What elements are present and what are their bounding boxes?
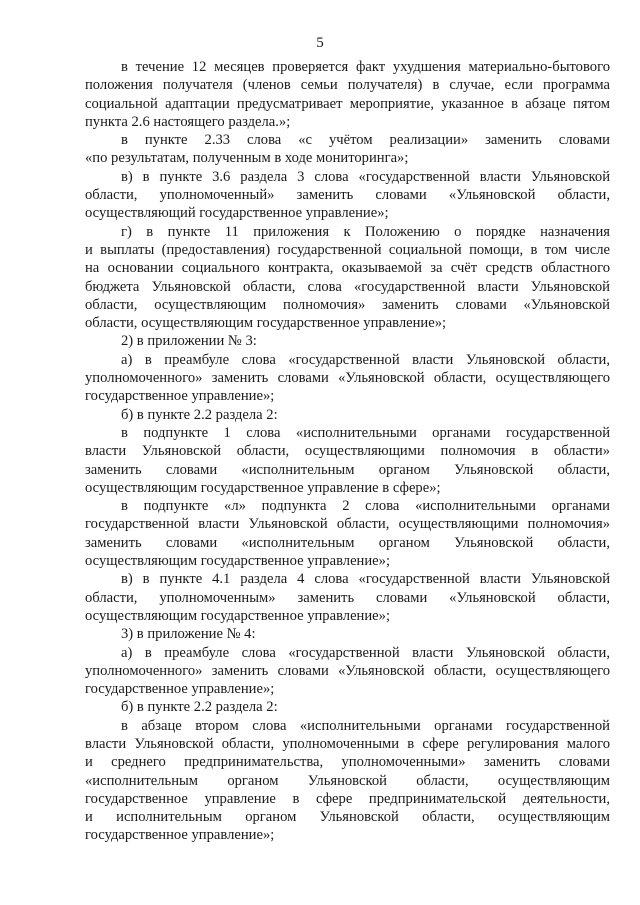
- document-body: [85, 58, 610, 845]
- text-line: г) в пункте 11 приложения к Положению о порядке назначения: [121, 223, 610, 240]
- text-line: социальной адаптации предусматривает мероприятие, указанное в абзаце пятом: [85, 95, 610, 112]
- text-line: осуществляющим государственное управление»;: [85, 553, 390, 570]
- text-line: области, осуществляющим государственное управление»;: [85, 315, 447, 332]
- text-line: заменить словами «исполнительным органом Ульяновской области,: [85, 534, 610, 551]
- text-line: осуществляющий государственное управление»;: [85, 205, 389, 222]
- text-line: бюджета Ульяновской области, слова «государственной власти Ульяновской: [85, 278, 610, 295]
- text-line: государственное управление»;: [85, 681, 275, 698]
- text-line: пункта 2.6 настоящего раздела.»;: [85, 113, 291, 130]
- text-line: в абзаце втором слова «исполнительными органами государственной: [121, 717, 610, 734]
- text-line: заменить словами «исполнительным органом Ульяновской области,: [85, 461, 610, 478]
- text-line: области, осуществляющим полномочия» заменить словами «Ульяновской: [85, 296, 610, 313]
- text-line: в пункте 2.33 слова «с учётом реализации» заменить словами: [121, 132, 610, 149]
- text-line: б) в пункте 2.2 раздела 2:: [121, 699, 278, 716]
- text-line: в подпункте «л» подпункта 2 слова «исполнительными органами: [121, 498, 610, 515]
- text-line: 3) в приложение № 4:: [121, 626, 256, 643]
- text-line: в подпункте 1 слова «исполнительными органами государственной: [121, 424, 610, 441]
- text-line: а) в преамбуле слова «государственной власти Ульяновской области,: [121, 351, 610, 368]
- text-line: а) в преамбуле слова «государственной власти Ульяновской области,: [121, 644, 610, 661]
- text-line: в) в пункте 4.1 раздела 4 слова «государственной власти Ульяновской: [121, 571, 610, 588]
- text-line: уполномоченного» заменить словами «Ульяновской области, осуществляющего: [85, 370, 610, 387]
- page-number: 5: [316, 35, 324, 51]
- text-line: области, уполномоченный» заменить словами «Ульяновской области,: [85, 187, 610, 204]
- text-line: государственное управление»;: [85, 827, 275, 844]
- text-line: в) в пункте 3.6 раздела 3 слова «государственной власти Ульяновской: [121, 168, 610, 185]
- text-line: б) в пункте 2.2 раздела 2:: [121, 406, 278, 423]
- text-line: осуществляющим государственное управление»;: [85, 607, 390, 624]
- text-line: государственное управление»;: [85, 388, 275, 405]
- text-line: государственной власти Ульяновской области, осуществляющими полномочия»: [85, 516, 610, 533]
- text-line: государственное управление в сфере предпринимательской деятельности,: [85, 790, 610, 807]
- text-line: на основании социального контракта, оказываемой за счёт средств областного: [85, 260, 610, 277]
- text-line: и исполнительным органом Ульяновской области, осуществляющим: [85, 809, 610, 826]
- text-line: власти Ульяновской области, осуществляющими полномочия в области»: [85, 443, 610, 460]
- text-line: осуществляющим государственное управление в сфере»;: [85, 479, 441, 496]
- text-line: области, уполномоченным» заменить словами «Ульяновской области,: [85, 589, 610, 606]
- text-line: власти Ульяновской области, уполномоченными в сфере регулирования малого: [85, 735, 610, 752]
- text-line: уполномоченного» заменить словами «Ульяновской области, осуществляющего: [85, 662, 610, 679]
- text-line: и среднего предпринимательства, уполномоченными» заменить словами: [85, 754, 610, 771]
- text-line: в течение 12 месяцев проверяется факт ухудшения материально-бытового: [121, 59, 610, 75]
- text-line: 2) в приложении № 3:: [121, 333, 257, 350]
- text-line: «по результатам, полученным в ходе мониторинга»;: [85, 150, 409, 167]
- text-line: положения получателя (членов семьи получателя) в случае, если программа: [85, 77, 610, 94]
- text-line: «исполнительным органом Ульяновской области, осуществляющим: [85, 772, 610, 789]
- text-line: и выплаты (предоставления) государственной социальной помощи, в том числе: [85, 241, 610, 258]
